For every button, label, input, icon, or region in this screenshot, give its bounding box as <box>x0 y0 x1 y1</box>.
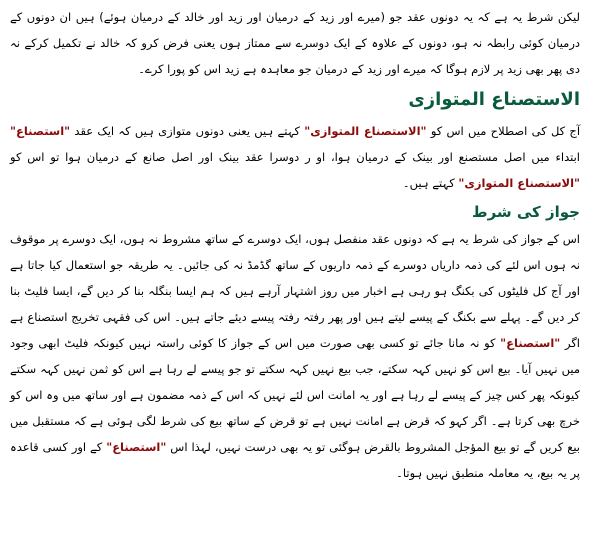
condition-text-1: اس کے جواز کی شرط یہ ہے کہ دونوں عقد منفصل ہوں، ایک دوسرے کے ساتھ مشروط نہ ہوں، ایک دوسرے پر موقوف نہ ہوں اس لئے کی ذمہ داریاں دوسرے کے ذمہ داریوں کے ساتھ گڈمڈ نہ کی جائیں۔ یہ طریقہ جو استعمال کیا جاتا ہے اور آج کل فلیٹوں کی بکنگ ہو رہی ہے اخبار میں روز اشتہار آرہے ہیں کہ ہم ایسا بنگلہ بنا کر دیں گے، ایسا فلیٹ بنا کر دیں گے۔ پہلے سے بکنگ کے پیسے لیتے ہیں اور پھر رفتہ رفتہ پیسے دیئے جاتے ہیں۔ اس کی فقہی تخریج استصناع ہے اگر <box>10 232 580 350</box>
condition-text-3: کے اور کسی قاعدہ پر یہ بیع، یہ معاملہ منطبق نہیں ہوتا۔ <box>10 440 580 480</box>
condition-paragraph <box>10 226 580 486</box>
term-istisna: "استصناع" <box>10 124 71 138</box>
section-heading-condition: جواز کی شرط <box>472 203 580 221</box>
term-istisna-condition-1: "استصناع" <box>500 336 561 350</box>
definition-paragraph <box>10 118 580 196</box>
definition-text-3: ابتداء میں اصل مستصنع اور بینک کے درمیان ہوا، او ر دوسرا عقد بینک اور اصل صانع کے درمیان ہوا تو اس کو <box>10 150 580 164</box>
definition-text-1: آج کل کی اصطلاح میں اس کو <box>430 124 581 138</box>
definition-text-2: کہتے ہیں یعنی دونوں متوازی ہیں کہ ایک عقد <box>74 124 300 138</box>
term-parallel-istisna: "الاستصناع المتوازی" <box>304 124 427 138</box>
intro-paragraph <box>10 4 580 82</box>
term-istisna-condition-2: "استصناع" <box>106 440 167 454</box>
term-parallel-istisna-2: "الاستصناع المتوازی" <box>458 176 580 190</box>
definition-text-4: کہتے ہیں۔ <box>402 176 455 190</box>
condition-text-2: کو نہ مانا جائے تو کسی بھی صورت میں اس کے جواز کا کوئی راستہ نہیں کیونکہ فلیٹ ابھی وجود میں نہیں آیا۔ بیع اس کو نہیں کہہ سکتے، جب بیع نہیں کہہ سکتے تو جو پیسے لے رہا ہے اس کو ثمن نہیں کہہ سکتے کیونکہ پھر کس چیز کے پیسے لے رہا ہے اور یہ امانت اس لئے نہیں کہ اس کے ذمہ مضمون ہے اور ساتھ میں وہ اس کو خرچ بھی کرتا ہے۔ اگر کہو کہ قرض ہے امانت نہیں ہے تو قرض کے ساتھ بیع کی شرط لگی ہوئی ہے کہ مستقبل میں بیع کریں گے تو بیع المؤجل المشروط بالقرض ہوگئی تو یہ بھی درست نہیں، لہذا اس <box>10 336 580 454</box>
section-heading-parallel-istisna: الاستصناع المتوازی <box>408 89 580 110</box>
intro-text: لیکن شرط یہ ہے کہ یہ دونوں عقد جو (میرے اور زید کے درمیان اور زید اور خالد کے درمیان ہوئے) ہیں ان دونوں کے درمیان کوئی رابطہ نہ ہو، دونوں کے علاوہ کے ایک دوسرے سے ممتاز ہوں یعنی فرض کرو کہ خالد نے تکمیل کرکے نہ دی پھر بھی زید پر لازم ہوگا کہ میرے اور زید کے درمیان جو معاہدہ ہے زید اس کو پورا کرے۔ <box>10 10 580 76</box>
